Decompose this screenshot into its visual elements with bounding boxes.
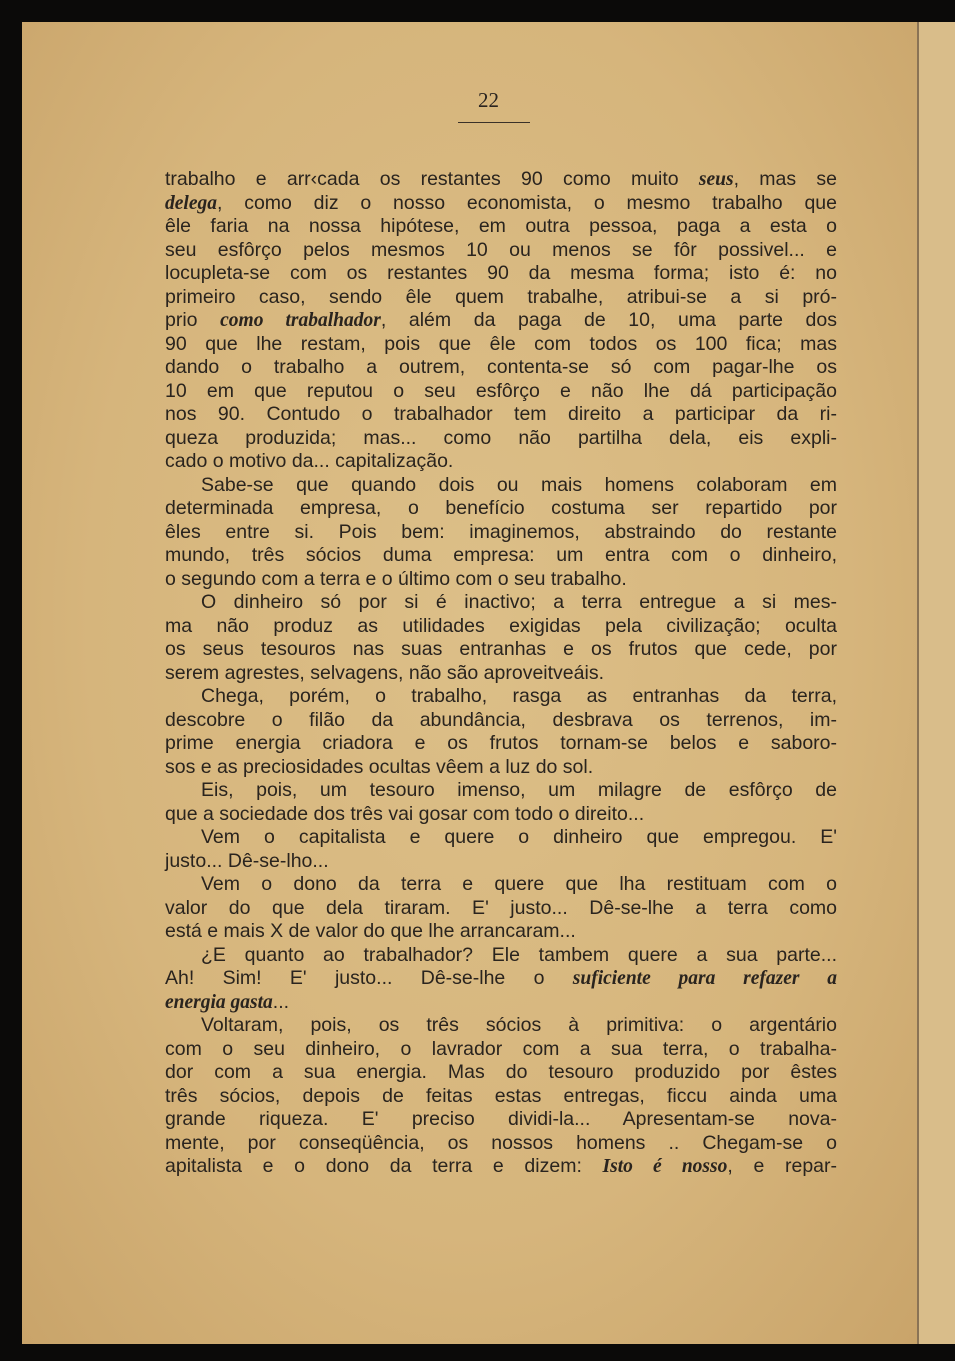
text-line <box>165 826 837 850</box>
text-segment: Eis, pois, um tesouro imenso, um milagre de esfôrço de <box>201 779 837 801</box>
text-segment: serem agrestes, selvagens, não são aproveitveáis. <box>165 661 604 684</box>
text-line <box>165 685 837 709</box>
text-line <box>165 1014 837 1038</box>
text-segment: 90 que lhe restam, pois que êle com todos os 100 fica; mas <box>165 332 837 355</box>
text-line <box>165 1085 837 1109</box>
text-line <box>165 262 837 286</box>
text-segment: ... <box>272 990 290 1013</box>
page-number-rule <box>458 122 530 123</box>
text-line <box>165 1108 837 1132</box>
text-line <box>165 568 837 592</box>
text-segment: descobre o filão da abundância, desbrava os terrenos, im- <box>165 708 837 731</box>
text-line <box>165 662 837 686</box>
text-line <box>165 403 837 427</box>
text-line <box>165 756 837 780</box>
text-segment: está e mais X de valor do que lhe arrancaram... <box>165 920 576 942</box>
text-line <box>165 427 837 451</box>
text-segment: nos 90. Contudo o trabalhador tem direito a participar da ri- <box>165 403 837 425</box>
text-segment: dando o trabalho a outrem, contenta-se só com pagar-lhe os <box>165 356 837 378</box>
text-segment: locupleta-se com os restantes 90 da mesma forma; isto é: no <box>165 262 837 284</box>
text-segment: , como diz o nosso economista, o mesmo trabalho que <box>216 191 837 214</box>
text-segment: trabalho e arr‹cada os restantes 90 como muito <box>165 168 699 190</box>
text-segment: 10 em que reputou o seu esfôrço e não lhe dá participação <box>165 379 837 402</box>
text-line <box>165 497 837 521</box>
italic-text: Isto é nosso <box>602 1156 728 1177</box>
text-line <box>165 333 837 357</box>
text-segment: justo... Dê-se-lho... <box>165 849 329 872</box>
text-segment: mundo, três sócios duma empresa: um entra com o dinheiro, <box>165 544 837 566</box>
text-line <box>165 732 837 756</box>
text-segment: queza produzida; mas... como não partilha dela, eis expli- <box>165 426 837 449</box>
adjacent-page-edge <box>917 22 955 1344</box>
text-line <box>165 1061 837 1085</box>
text-line <box>165 380 837 404</box>
italic-text: seus <box>698 169 734 190</box>
text-segment: mente, por conseqüência, os nossos homens .. Chegam-se o <box>165 1131 837 1154</box>
text-line <box>165 192 837 216</box>
text-line <box>165 615 837 639</box>
text-line <box>165 638 837 662</box>
text-segment: grande riqueza. E' preciso dividi-la... Apresentam-se nova- <box>165 1108 837 1130</box>
text-segment: Vem o dono da terra e quere que lha restituam com o <box>201 873 837 895</box>
text-segment: sos e as preciosidades ocultas vêem a luz do sol. <box>165 755 594 778</box>
text-segment: valor do que dela tiraram. E' justo... Dê-se-lhe a terra como <box>165 896 837 919</box>
text-line <box>165 850 837 874</box>
text-line <box>165 944 837 968</box>
text-line <box>165 1155 837 1179</box>
text-line <box>165 873 837 897</box>
text-segment: Chega, porém, o trabalho, rasga as entranhas da terra, <box>201 685 837 707</box>
text-segment: três sócios, depois de feitas estas entregas, ficcu ainda uma <box>165 1084 837 1107</box>
text-line <box>165 309 837 333</box>
text-line <box>165 897 837 921</box>
page-number: 22 <box>478 88 499 112</box>
text-line <box>165 239 837 263</box>
text-line <box>165 1132 837 1156</box>
text-line <box>165 967 837 991</box>
text-segment: que a sociedade dos três vai gosar com todo o direito... <box>165 802 645 825</box>
text-line <box>165 521 837 545</box>
text-line <box>165 356 837 380</box>
text-line <box>165 474 837 498</box>
text-segment: com o seu dinheiro, o lavrador com a sua terra, o trabalha- <box>165 1037 837 1060</box>
text-segment: , e repar- <box>727 1155 837 1177</box>
italic-text: energia gasta <box>165 991 273 1013</box>
text-segment: Vem o capitalista e quere o dinheiro que empregou. E' <box>201 826 837 848</box>
italic-text: delega <box>165 192 217 214</box>
text-segment: ma não produz as utilidades exigidas pela civilização; oculta <box>165 614 837 637</box>
text-segment: Sabe-se que quando dois ou mais homens colaboram em <box>201 473 837 496</box>
text-line <box>165 286 837 310</box>
text-line <box>165 215 837 239</box>
text-line <box>165 779 837 803</box>
text-line <box>165 991 837 1015</box>
text-segment: primeiro caso, sendo êle quem trabalhe, atribui-se a si pró- <box>165 285 837 308</box>
text-segment: determinada empresa, o benefício costuma ser repartido por <box>165 497 837 519</box>
text-line <box>165 709 837 733</box>
text-line <box>165 168 837 192</box>
text-segment: Voltaram, pois, os três sócios à primitiva: o argentário <box>201 1014 837 1036</box>
text-line <box>165 544 837 568</box>
text-segment: êles entre si. Pois bem: imaginemos, abstraindo do restante <box>165 520 837 543</box>
text-line <box>165 450 837 474</box>
text-segment: êle faria na nossa hipótese, em outra pessoa, paga a esta o <box>165 215 837 237</box>
text-segment: apitalista e o dono da terra e dizem: <box>165 1155 603 1177</box>
text-line <box>165 803 837 827</box>
text-segment: os seus tesouros nas suas entranhas e os frutos que cede, por <box>165 638 837 660</box>
text-line <box>165 1038 837 1062</box>
italic-text: como trabalhador <box>220 310 381 331</box>
text-segment: prime energia criadora e os frutos tornam-se belos e saboro- <box>165 732 837 754</box>
text-segment: dor com a sua energia. Mas do tesouro produzido por êstes <box>165 1061 837 1083</box>
text-segment: o segundo com a terra e o último com o seu trabalho. <box>165 567 627 590</box>
text-segment: cado o motivo da... capitalização. <box>165 450 454 472</box>
text-line <box>165 920 837 944</box>
body-text <box>165 168 837 1179</box>
text-segment: Ah! Sim! E' justo... Dê-se-lhe o <box>165 967 573 989</box>
italic-text: suficiente para refazer a <box>572 968 838 989</box>
text-segment: , além da paga de 10, uma parte dos <box>380 309 837 331</box>
text-segment: seu esfôrço pelos mesmos 10 ou menos se fôr possivel... e <box>165 238 837 261</box>
text-line <box>165 591 837 615</box>
text-segment: ¿E quanto ao trabalhador? Ele tambem quere a sua parte... <box>201 943 837 966</box>
text-segment: O dinheiro só por si é inactivo; a terra entregue a si mes- <box>201 591 837 613</box>
text-segment: prio <box>165 309 221 331</box>
text-segment: , mas se <box>733 168 837 190</box>
